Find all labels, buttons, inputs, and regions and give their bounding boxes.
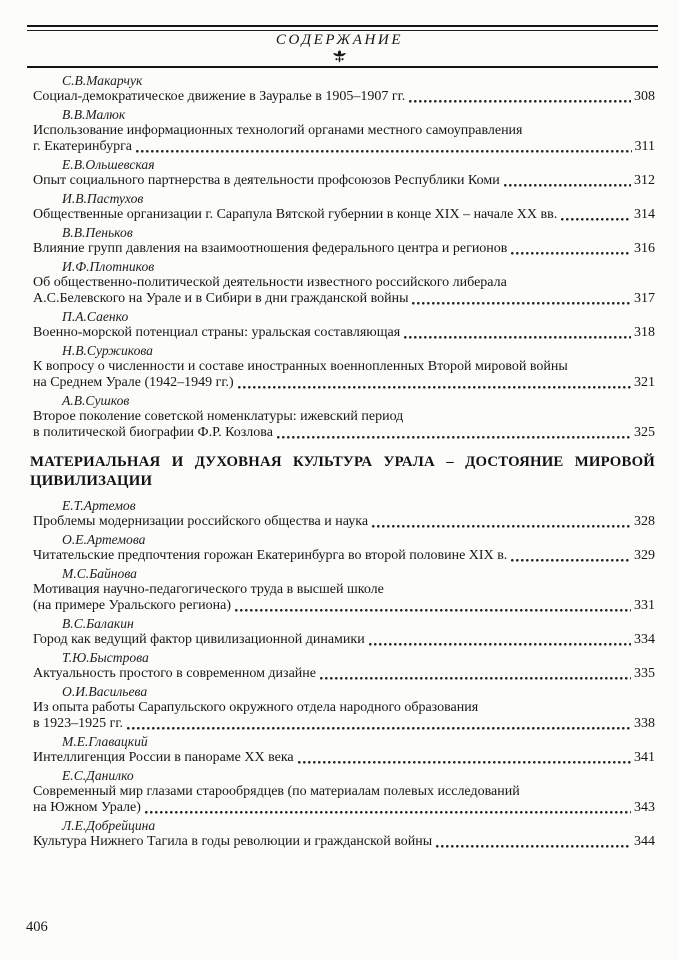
toc-entry — [33, 191, 655, 223]
toc-title-text: Военно-морской потенциал страны: уральская составляющая — [33, 325, 401, 340]
toc-entry — [33, 107, 655, 155]
toc-entry-page-number: 343 — [634, 800, 655, 815]
toc-entry-author: И.Ф.Плотников — [62, 259, 155, 274]
page-title: СОДЕРЖАНИЕ — [275, 32, 404, 48]
dot-leader — [126, 716, 632, 732]
toc-title-line — [33, 89, 655, 105]
toc-entry-page-number: 312 — [634, 173, 655, 188]
toc-title-text: Культура Нижнего Тагила в годы революции и гражданской войны — [33, 834, 433, 849]
toc — [30, 71, 655, 850]
toc-entry-page-number: 321 — [634, 375, 655, 390]
toc-entry-author: Е.С.Данилко — [62, 768, 134, 783]
toc-entry-author: Т.Ю.Быстрова — [62, 650, 149, 665]
toc-entry-author: И.В.Пастухов — [62, 191, 144, 206]
toc-entry-page-number: 328 — [634, 514, 655, 529]
toc-title-line — [33, 716, 655, 732]
dot-leader — [510, 548, 632, 564]
toc-title-line — [33, 666, 655, 682]
dot-leader — [135, 139, 632, 155]
toc-entry-page-number: 314 — [634, 207, 655, 222]
toc-title-line: Использование информационных технологий органами местного самоуправления — [33, 123, 523, 138]
toc-title-line — [33, 173, 655, 189]
toc-entry-page-number: 338 — [634, 716, 655, 731]
toc-entry-page-number: 344 — [634, 834, 655, 849]
toc-entry-title — [33, 325, 655, 341]
toc-title-line — [33, 325, 655, 341]
toc-title-text: Общественные организации г. Сарапула Вятской губернии в конце XIX – начале XX вв. — [33, 207, 558, 222]
toc-title-text: А.С.Белевского на Урале и в Сибири в дни гражданской войны — [33, 291, 409, 306]
dot-leader — [144, 800, 632, 816]
toc-title-line — [33, 598, 655, 614]
toc-entry-title — [33, 123, 655, 155]
toc-entry-title — [33, 784, 655, 816]
dot-leader — [510, 241, 632, 257]
toc-entry — [33, 309, 655, 341]
toc-entry-page-number: 308 — [634, 89, 655, 104]
toc-entry-title — [33, 632, 655, 648]
toc-entry-author: Л.Е.Добрейцина — [62, 818, 156, 833]
toc-entry-page-number: 331 — [634, 598, 655, 613]
toc-entry-author: В.В.Пеньков — [62, 225, 133, 240]
toc-title-line: Мотивация научно-педагогического труда в высшей школе — [33, 582, 384, 597]
toc-entry — [33, 650, 655, 682]
toc-entry-title — [33, 173, 655, 189]
toc-title-line: Об общественно-политической деятельности известного российского либерала — [33, 275, 507, 290]
toc-entry — [33, 157, 655, 189]
toc-entry-title — [33, 514, 655, 530]
toc-entry-author: В.В.Малюк — [62, 107, 126, 122]
toc-title-text: Опыт социального партнерства в деятельности профсоюзов Республики Коми — [33, 173, 500, 188]
toc-entry-author: А.В.Сушков — [62, 393, 130, 408]
toc-entry-title — [33, 275, 655, 307]
dot-leader — [411, 291, 632, 307]
toc-entry-title — [33, 548, 655, 564]
toc-title-line — [33, 750, 655, 766]
toc-title-line — [33, 375, 655, 391]
toc-title-line — [33, 291, 655, 307]
toc-entry — [33, 684, 655, 732]
dot-leader — [503, 173, 632, 189]
toc-entry — [33, 768, 655, 816]
toc-title-line — [33, 207, 655, 223]
toc-title-line — [33, 514, 655, 530]
dot-leader — [560, 207, 632, 223]
toc-entry-page-number: 317 — [634, 291, 655, 306]
toc-entry — [33, 818, 655, 850]
toc-entry-title — [33, 89, 655, 105]
toc-title-line — [33, 548, 655, 564]
toc-entry-page-number: 329 — [634, 548, 655, 563]
toc-entry-title — [33, 750, 655, 766]
toc-entry — [33, 73, 655, 105]
toc-entry — [33, 498, 655, 530]
toc-title-line: Из опыта работы Сарапульского окружного отдела народного образования — [33, 700, 479, 715]
toc-entry-author: М.Е.Главацкий — [62, 734, 148, 749]
toc-entry-page-number: 341 — [634, 750, 655, 765]
dot-leader — [237, 375, 632, 391]
toc-entry-title — [33, 700, 655, 732]
toc-title-line — [33, 632, 655, 648]
toc-entry-title — [33, 834, 655, 850]
toc-entry-author: Е.Т.Артемов — [62, 498, 136, 513]
toc-entry-title — [33, 409, 655, 441]
header-bottom-rule — [27, 66, 658, 68]
toc-entry-page-number: 318 — [634, 325, 655, 340]
toc-title-line — [33, 800, 655, 816]
fleuron-icon — [331, 50, 348, 63]
toc-entry-author: Е.В.Ольшевская — [62, 157, 155, 172]
toc-entry — [33, 225, 655, 257]
toc-title-line — [33, 834, 655, 850]
dot-leader — [371, 514, 632, 530]
toc-entry-title — [33, 241, 655, 257]
toc-entry — [33, 566, 655, 614]
dot-leader — [408, 89, 632, 105]
toc-entry — [33, 343, 655, 391]
dot-leader — [234, 598, 632, 614]
toc-entry-page-number: 311 — [634, 139, 655, 154]
dot-leader — [297, 750, 632, 766]
toc-entry — [33, 532, 655, 564]
toc-entry — [33, 734, 655, 766]
toc-entry-author: С.В.Макарчук — [62, 73, 143, 88]
toc-entry — [33, 616, 655, 648]
toc-title-text: Читательские предпочтения горожан Екатеринбурга во второй половине XIX в. — [33, 548, 508, 563]
dot-leader — [276, 425, 632, 441]
toc-entry-title — [33, 666, 655, 682]
toc-entry-page-number: 325 — [634, 425, 655, 440]
toc-title-text: на Южном Урале) — [33, 800, 141, 815]
toc-title-text: Влияние групп давления на взаимоотношения федерального центра и регионов — [33, 241, 508, 256]
toc-title-text: Актуальность простого в современном дизайне — [33, 666, 316, 681]
toc-entry-author: О.И.Васильева — [62, 684, 148, 699]
toc-entry-author: М.С.Байнова — [62, 566, 137, 581]
toc-title-text: Интеллигенция России в панораме XX века — [33, 750, 294, 765]
toc-title-line — [33, 425, 655, 441]
toc-entry — [33, 393, 655, 441]
toc-entry-title — [33, 359, 655, 391]
toc-entry-author: В.С.Балакин — [62, 616, 134, 631]
toc-title-text: в политической биографии Ф.Р. Козлова — [33, 425, 273, 440]
toc-entry-title — [33, 207, 655, 223]
dot-leader — [435, 834, 632, 850]
toc-title-text: в 1923–1925 гг. — [33, 716, 124, 731]
toc-title-line: К вопросу о численности и составе иностранных военнопленных Второй мировой войны — [33, 359, 568, 374]
toc-title-text: Город как ведущий фактор цивилизационной динамики — [33, 632, 365, 647]
header-ornament — [0, 50, 679, 63]
dot-leader — [319, 666, 632, 682]
folio-page-number: 406 — [26, 919, 48, 935]
toc-title-line — [33, 139, 655, 155]
toc-entry-page-number: 316 — [634, 241, 655, 256]
toc-entry-title — [33, 582, 655, 614]
top-double-rule — [27, 25, 658, 31]
toc-title-text: (на примере Уральского региона) — [33, 598, 232, 613]
toc-title-line: Современный мир глазами старообрядцев (по материалам полевых исследований — [33, 784, 520, 799]
section-heading: МАТЕРИАЛЬНАЯ И ДУХОВНАЯ КУЛЬТУРА УРАЛА – ДОСТОЯНИЕ МИРОВОЙ ЦИВИЛИЗАЦИИ — [30, 454, 655, 489]
toc-entry-page-number: 335 — [634, 666, 655, 681]
toc-entry-author: П.А.Саенко — [62, 309, 129, 324]
toc-title-text: Проблемы модернизации российского общества и наука — [33, 514, 369, 529]
toc-entry — [33, 259, 655, 307]
dot-leader — [368, 632, 632, 648]
toc-title-text: на Среднем Урале (1942–1949 гг.) — [33, 375, 234, 390]
toc-title-text: г. Екатеринбурга — [33, 139, 133, 154]
toc-entry-author: Н.В.Суржикова — [62, 343, 153, 358]
toc-entry-author: О.Е.Артемова — [62, 532, 146, 547]
toc-title-text: Социал-демократическое движение в Зауралье в 1905–1907 гг. — [33, 89, 406, 104]
toc-title-line — [33, 241, 655, 257]
toc-title-line: Второе поколение советской номенклатуры: ижевский период — [33, 409, 404, 424]
dot-leader — [403, 325, 632, 341]
toc-entry-page-number: 334 — [634, 632, 655, 647]
